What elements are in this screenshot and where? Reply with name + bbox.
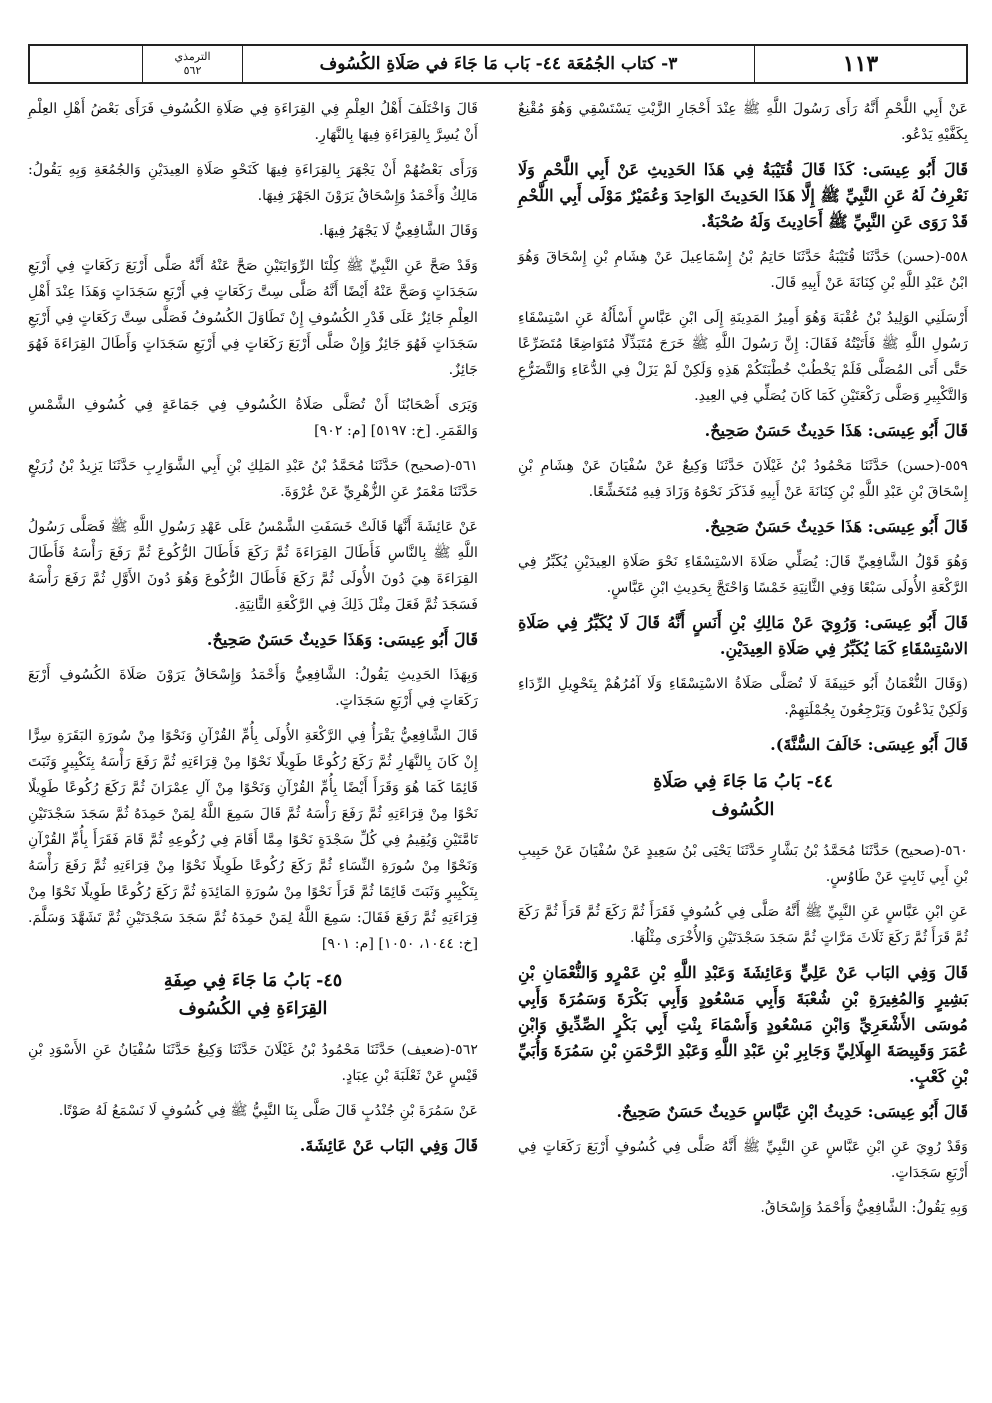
page-header bbox=[28, 44, 968, 84]
paragraph: عَنْ عَائِشَةَ أَنَّهَا قَالَتْ خَسَفَتِ الشَّمْسُ عَلَى عَهْدِ رَسُولِ اللَّهِ ﷺ فَصَلَّى رَسُولُ اللَّهِ ﷺ بِالنَّاسِ فَأَطَالَ القِرَاءَةَ ثُمَّ رَكَعَ فَأَطَالَ الرُّكُوعَ ثُمَّ رَفَعَ رَأْسَهُ فَأَطَالَ القِرَاءَةَ هِيَ دُونَ الأُولَى ثُمَّ رَكَعَ فَأَطَالَ الرُّكُوعَ وَهُوَ دُونَ الأَوَّلِ ثُمَّ رَفَعَ رَأْسَهُ فَسَجَدَ ثُمَّ فَعَلَ مِثْلَ ذَلِكَ فِي الرَّكْعَةِ الثَّانِيَةِ. bbox=[28, 519, 478, 613]
paragraph: عَنْ سَمُرَةَ بْنِ جُنْدُبٍ قَالَ صَلَّى بِنَا النَّبِيُّ ﷺ فِي كُسُوفٍ لَا نَسْمَعُ لَهُ صَوْتًا. bbox=[58, 1103, 478, 1119]
side-label bbox=[142, 46, 242, 82]
paragraph: قَالَ وَفِي البَاب عَنْ عَائِشَةَ. bbox=[299, 1136, 478, 1155]
grading-note: قَالَ أَبُو عِيسَى: هَذَا حَدِيثٌ حَسَنٌ صَحِيحٌ. bbox=[704, 421, 968, 440]
paragraph: قَالَ أَبُو عِيسَى: كَذَا قَالَ قُتَيْبَةُ فِي هَذَا الحَدِيثِ عَنْ أَبِي اللَّحْمِ وَلَا نَعْرِفُ لَهُ عَنِ النَّبِيِّ ﷺ إِلَّا هَذَا الحَدِيثَ الوَاحِدَ وَعُمَيْرٌ مَوْلَى أَبِي اللَّحْمِ قَدْ رَوَى عَنِ النَّبِيِّ ﷺ أَحَادِيثَ وَلَهُ صُحْبَةٌ. bbox=[518, 160, 968, 231]
hadith-558: ٥٥٨-(حسن) حَدَّثَنَا قُتَيْبَةُ حَدَّثَنَا حَاتِمُ بْنُ إِسْمَاعِيلَ عَنْ هِشَامِ بْنِ إِسْحَاقَ وَهُوَ ابْنُ عَبْدِ اللَّهِ بْنِ كِنَانَةَ عَنْ أَبِيهِ قَالَ. bbox=[518, 249, 968, 291]
grading-note: قَالَ أَبُو عِيسَى: وَهَذَا حَدِيثٌ حَسَنٌ صَحِيحٌ. bbox=[206, 630, 478, 649]
header-blank-cell bbox=[30, 46, 142, 82]
side-label-book: الترمذي bbox=[174, 50, 211, 63]
paragraph: وَرَأَى بَعْضُهُمْ أَنْ يَجْهَرَ بِالقِرَاءَةِ فِيهَا كَنَحْوِ صَلَاةِ العِيدَيْنِ وَالجُمُعَةِ وَبِهِ يَقُولُ: مَالِكٌ وَأَحْمَدُ وَإِسْحَاقُ يَرَوْنَ الجَهْرَ فِيهَا. bbox=[28, 162, 478, 204]
paragraph: قَالَ الشَّافِعِيُّ يَقْرَأُ فِي الرَّكْعَةِ الأُولَى بِأُمِّ القُرْآنِ وَنَحْوًا مِنْ سُورَةِ البَقَرَةِ سِرًّا إِنْ كَانَ بِالنَّهَارِ ثُمَّ رَكَعَ رُكُوعًا طَوِيلًا نَحْوًا مِنْ قِرَاءَتِهِ ثُمَّ رَفَعَ رَأْسَهُ بِتَكْبِيرٍ وَثَبَتَ قَائِمًا كَمَا هُوَ وَقَرَأَ أَيْضًا بِأُمِّ القُرْآنِ وَنَحْوًا مِنْ آلِ عِمْرَانَ ثُمَّ رَكَعَ رُكُوعًا طَوِيلًا نَحْوًا مِنْ قِرَاءَتِهِ ثُمَّ رَفَعَ رَأْسَهُ ثُمَّ قَالَ سَمِعَ اللَّهُ لِمَنْ حَمِدَهُ ثُمَّ سَجَدَ سَجْدَتَيْنِ تَامَّتَيْنِ وَيُقِيمُ فِي كُلِّ سَجْدَةٍ نَحْوًا مِمَّا أَقَامَ فِي رُكُوعِهِ ثُمَّ قَامَ فَقَرَأَ بِأُمِّ القُرْآنِ وَنَحْوًا مِنْ سُورَةِ النِّسَاءِ ثُمَّ رَكَعَ رُكُوعًا طَوِيلًا نَحْوًا مِنْ قِرَاءَتِهِ ثُمَّ رَفَعَ رَأْسَهُ بِتَكْبِيرٍ وَثَبَتَ قَائِمًا ثُمَّ قَرَأَ نَحْوًا مِنْ سُورَةِ المَائِدَةِ ثُمَّ رَكَعَ رُكُوعًا طَوِيلًا نَحْوًا مِنْ قِرَاءَتِهِ ثُمَّ رَفَعَ فَقَالَ: سَمِعَ اللَّهُ لِمَنْ حَمِدَهُ ثُمَّ سَجَدَ سَجْدَتَيْنِ ثُمَّ تَشَهَّدَ وَسَلَّمَ. [خ: ١٠٤٤، ١٠٥٠] [م: ٩٠١] bbox=[28, 728, 478, 952]
side-label-number: ٥٦٢ bbox=[183, 64, 202, 77]
chapter-heading-line: الكُسُوف bbox=[711, 800, 775, 820]
paragraph: (وَقَالَ النُّعْمَانُ أَبُو حَنِيفَةَ لَا تُصَلَّى صَلَاةُ الاسْتِسْقَاءِ وَلَا آمُرُهُمْ بِتَحْوِيلِ الرِّدَاءِ وَلَكِنْ يَدْعُونَ وَيَرْجِعُونَ بِجُمْلَتِهِمْ. bbox=[518, 676, 968, 718]
hadith-559: ٥٥٩-(حسن) حَدَّثَنَا مَحْمُودُ بْنُ غَيْلَانَ حَدَّثَنَا وَكِيعٌ عَنْ سُفْيَانَ عَنْ هِشَامِ بْنِ إِسْحَاقَ بْنِ عَبْدِ اللَّهِ بْنِ كِنَانَةَ عَنْ أَبِيهِ فَذَكَرَ نَحْوَهُ وَزَادَ فِيهِ مُتَخَشِّعًا. bbox=[518, 458, 968, 500]
paragraph: عَنِ ابْنِ عَبَّاسٍ عَنِ النَّبِيِّ ﷺ أَنَّهُ صَلَّى فِي كُسُوفٍ فَقَرَأَ ثُمَّ رَكَعَ ثُمَّ قَرَأَ ثُمَّ رَكَعَ ثُمَّ قَرَأَ ثُمَّ رَكَعَ ثَلَاثَ مَرَّاتٍ ثُمَّ سَجَدَ سَجْدَتَيْنِ وَالأُخْرَى مِثْلُهَا. bbox=[518, 904, 968, 946]
chapter-heading-line: ٤٤- بَابُ مَا جَاءَ فِي صَلَاةِ bbox=[653, 772, 833, 792]
paragraph: وَهُوَ قَوْلُ الشَّافِعِيِّ قَالَ: يُصَلِّي صَلَاةَ الاسْتِسْقَاءِ نَحْوَ صَلَاةِ العِيدَيْنِ يُكَبِّرُ فِي الرَّكْعَةِ الأُولَى سَبْعًا وَفِي الثَّانِيَةِ خَمْسًا وَاحْتَجَّ بِحَدِيثِ ابْنِ عَبَّاسٍ. bbox=[518, 554, 968, 596]
hadith-560: ٥٦٠-(صحيح) حَدَّثَنَا مُحَمَّدُ بْنُ بَشَّارٍ حَدَّثَنَا يَحْيَى بْنُ سَعِيدٍ عَنْ سُفْيَانَ عَنْ حَبِيبِ بْنِ أَبِي ثَابِتٍ عَنْ طَاوُسٍ. bbox=[518, 843, 968, 885]
paragraph: وَبِهَذَا الحَدِيثِ يَقُولُ: الشَّافِعِيُّ وَأَحْمَدُ وَإِسْحَاقُ يَرَوْنَ صَلَاةَ الكُسُوفِ أَرْبَعَ رَكَعَاتٍ فِي أَرْبَعِ سَجَدَاتٍ. bbox=[28, 667, 478, 709]
hadith-562: ٥٦٢-(ضعيف) حَدَّثَنَا مَحْمُودُ بْنُ غَيْلَانَ حَدَّثَنَا وَكِيعٌ حَدَّثَنَا سُفْيَانُ عَنِ الأَسْوَدِ بْنِ قَيْسٍ عَنْ ثَعْلَبَةَ بْنِ عِبَادٍ. bbox=[28, 1042, 478, 1084]
paragraph: وَبِهِ يَقُولُ: الشَّافِعِيُّ وَأَحْمَدُ وَإِسْحَاقُ. bbox=[760, 1200, 968, 1216]
paragraph: وَيَرَى أَصْحَابُنَا أَنْ تُصَلَّى صَلَاةُ الكُسُوفِ فِي جَمَاعَةٍ فِي كُسُوفِ الشَّمْسِ وَالقَمَرِ. [خ: ٥١٩٧] [م: ٩٠٢] bbox=[28, 397, 478, 439]
paragraph: قَالَ أَبُو عِيسَى: خَالَفَ السُّنَّةَ). bbox=[770, 735, 968, 754]
paragraph: وَقَالَ الشَّافِعِيُّ لَا يَجْهَرُ فِيهَا. bbox=[319, 223, 478, 239]
chapter-heading-45 bbox=[28, 967, 478, 1023]
chapter-heading-44 bbox=[518, 768, 968, 824]
grading-note: قَالَ أَبُو عِيسَى: حَدِيثُ ابْنِ عَبَّاسٍ حَدِيثٌ حَسَنٌ صَحِيحٌ. bbox=[616, 1102, 968, 1121]
paragraph: قَالَ وَاخْتَلَفَ أَهْلُ العِلْمِ فِي القِرَاءَةِ فِي صَلَاةِ الكُسُوفِ فَرَأَى بَعْضُ أَهْلِ العِلْمِ أَنْ يُسِرَّ بِالقِرَاءَةِ فِيهَا بِالنَّهَارِ. bbox=[28, 101, 478, 143]
text-columns bbox=[28, 96, 968, 1306]
running-title: ٣- كتاب الجُمُعَة ٤٤- بَاب مَا جَاءَ في صَلَاةِ الكُسُوف bbox=[242, 46, 754, 82]
paragraph: قَالَ أَبُو عِيسَى: وَرُوِيَ عَنْ مَالِكِ بْنِ أَنَسٍ أَنَّهُ قَالَ لَا يُكَبِّرُ فِي صَلَاةِ الاسْتِسْقَاءِ كَمَا يُكَبِّرُ فِي صَلَاةِ العِيدَيْنِ. bbox=[518, 613, 968, 658]
paragraph: وَقَدْ صَحَّ عَنِ النَّبِيِّ ﷺ كِلْتَا الرِّوَايَتَيْنِ صَحَّ عَنْهُ أَنَّهُ صَلَّى أَرْبَعَ رَكَعَاتٍ فِي أَرْبَعِ سَجَدَاتٍ وَصَحَّ عَنْهُ أَيْضًا أَنَّهُ صَلَّى سِتَّ رَكَعَاتٍ فِي أَرْبَعِ سَجَدَاتٍ وَهَذَا عِنْدَ أَهْلِ العِلْمِ جَائِزٌ عَلَى قَدْرِ الكُسُوفِ إِنْ تَطَاوَلَ الكُسُوفُ فَصَلَّى سِتَّ رَكَعَاتٍ فِي أَرْبَعِ سَجَدَاتٍ فَهُوَ جَائِزٌ وَإِنْ صَلَّى أَرْبَعَ رَكَعَاتٍ فِي أَرْبَعِ سَجَدَاتٍ وَأَطَالَ القِرَاءَةَ فَهُوَ جَائِزٌ. bbox=[28, 258, 478, 378]
chapter-heading-line: القِرَاءَةِ فِي الكُسُوف bbox=[178, 999, 328, 1019]
chapter-heading-line: ٤٥- بَابُ مَا جَاءَ فِي صِفَةِ bbox=[163, 971, 343, 991]
paragraph: أَرْسَلَنِي الوَلِيدُ بْنُ عُقْبَةَ وَهُوَ أَمِيرُ المَدِينَةِ إِلَى ابْنِ عَبَّاسٍ أَسْأَلُهُ عَنِ اسْتِسْقَاءِ رَسُولِ اللَّهِ ﷺ فَأَتَيْتُهُ فَقَالَ: إِنَّ رَسُولَ اللَّهِ ﷺ خَرَجَ مُتَبَذِّلًا مُتَوَاضِعًا مُتَضَرِّعًا حَتَّى أَتَى المُصَلَّى فَلَمْ يَخْطُبْ خُطْبَتَكُمْ هَذِهِ وَلَكِنْ لَمْ يَزَلْ فِي الدُّعَاءِ وَالتَّضَرُّعِ وَالتَّكْبِيرِ وَصَلَّى رَكْعَتَيْنِ كَمَا كَانَ يُصَلِّي فِي العِيدِ. bbox=[518, 310, 968, 404]
grading-note: قَالَ أَبُو عِيسَى: هَذَا حَدِيثٌ حَسَنٌ صَحِيحٌ. bbox=[704, 517, 968, 536]
left-column bbox=[28, 96, 478, 1306]
paragraph: وَقَدْ رُوِيَ عَنِ ابْنِ عَبَّاسٍ عَنِ النَّبِيِّ ﷺ أَنَّهُ صَلَّى فِي كُسُوفٍ أَرْبَعَ رَكَعَاتٍ فِي أَرْبَعِ سَجَدَاتٍ. bbox=[518, 1139, 968, 1181]
paragraph: عَنْ أَبِي اللَّحْمِ أَنَّهُ رَأَى رَسُولَ اللَّهِ ﷺ عِنْدَ أَحْجَارِ الزَّيْتِ يَسْتَسْقِي وَهُوَ مُقْنِعٌ بِكَفَّيْهِ يَدْعُو. bbox=[518, 101, 968, 143]
page-number: ١١٣ bbox=[754, 46, 966, 82]
paragraph: قَالَ وَفِي البَاب عَنْ عَلِيٍّ وَعَائِشَةَ وَعَبْدِ اللَّهِ بْنِ عَمْرٍو وَالنُّعْمَانِ بْنِ بَشِيرٍ وَالمُغِيرَةِ بْنِ شُعْبَةَ وَأَبِي مَسْعُودٍ وَأَبِي بَكْرَةَ وَسَمُرَةَ وَأَبِي مُوسَى الأَشْعَرِيِّ وَابْنِ مَسْعُودٍ وَأَسْمَاءَ بِنْتِ أَبِي بَكْرٍ الصِّدِّيقِ وَابْنِ عُمَرَ وَقَبِيصَةَ الهِلَالِيِّ وَجَابِرِ بْنِ عَبْدِ اللَّهِ وَعَبْدِ الرَّحْمَنِ بْنِ سَمُرَةَ وَأُبَيِّ بْنِ كَعْبٍ. bbox=[518, 963, 968, 1086]
right-column bbox=[518, 96, 968, 1306]
hadith-561: ٥٦١-(صحيح) حَدَّثَنَا مُحَمَّدُ بْنُ عَبْدِ المَلِكِ بْنِ أَبِي الشَّوَارِبِ حَدَّثَنَا يَزِيدُ بْنُ زُرَيْعٍ حَدَّثَنَا مَعْمَرٌ عَنِ الزُّهْرِيِّ عَنْ عُرْوَةَ. bbox=[28, 458, 478, 500]
